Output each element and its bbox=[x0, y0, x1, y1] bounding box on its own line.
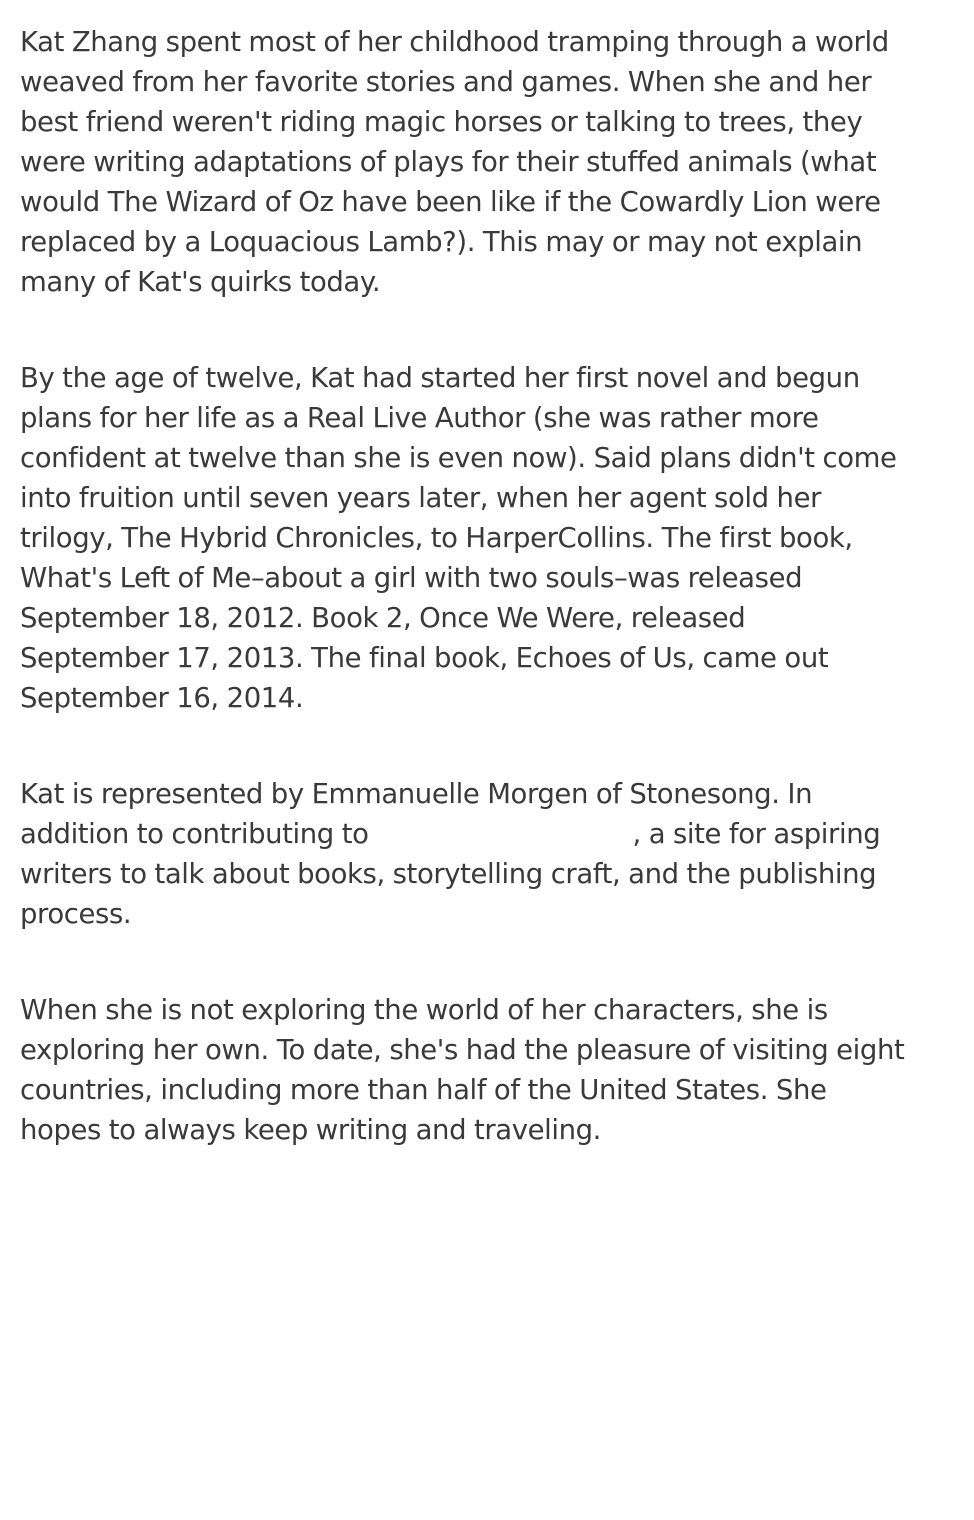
text-line: replaced by a Loquacious Lamb?). This may or may not explain bbox=[20, 226, 863, 258]
text-line: hopes to always keep writing and traveling. bbox=[20, 1114, 602, 1146]
text-line: plans for her life as a Real Live Author (she was rather more bbox=[20, 402, 819, 434]
bio-paragraph-travel bbox=[20, 990, 950, 1150]
text-line: weaved from her favorite stories and games. When she and her bbox=[20, 66, 872, 98]
text-line: When she is not exploring the world of her characters, she is bbox=[20, 994, 828, 1026]
text-line: countries, including more than half of the United States. She bbox=[20, 1074, 827, 1106]
text-line: Kat Zhang spent most of her childhood tramping through a world bbox=[20, 26, 889, 58]
bio-paragraph-career bbox=[20, 358, 950, 718]
text-line: September 18, 2012. Book 2, Once We Were, released bbox=[20, 602, 746, 634]
text-line: would The Wizard of Oz have been like if the Cowardly Lion were bbox=[20, 186, 881, 218]
bio-paragraph-representation bbox=[20, 774, 950, 934]
text-line: trilogy, The Hybrid Chronicles, to HarperCollins. The first book, bbox=[20, 522, 853, 554]
text-line: Kat is represented by Emmanuelle Morgen of Stonesong. In bbox=[20, 778, 813, 810]
text-line: many of Kat's quirks today. bbox=[20, 266, 381, 298]
author-bio bbox=[20, 22, 950, 1206]
text-line: were writing adaptations of plays for their stuffed animals (what bbox=[20, 146, 877, 178]
text-fragment: addition to contributing to bbox=[20, 818, 369, 850]
text-line: By the age of twelve, Kat had started her first novel and begun bbox=[20, 362, 860, 394]
text-line: best friend weren't riding magic horses or talking to trees, they bbox=[20, 106, 863, 138]
text-line: into fruition until seven years later, when her agent sold her bbox=[20, 482, 822, 514]
bio-paragraph-childhood bbox=[20, 22, 950, 302]
text-fragment: , a site for aspiring bbox=[632, 818, 881, 850]
text-line: September 17, 2013. The final book, Echoes of Us, came out bbox=[20, 642, 829, 674]
text-line: September 16, 2014. bbox=[20, 682, 304, 714]
hidden-site-link[interactable] bbox=[369, 842, 633, 843]
text-line: process. bbox=[20, 898, 132, 930]
text-line: writers to talk about books, storytelling craft, and the publishing bbox=[20, 858, 877, 890]
text-line: exploring her own. To date, she's had the pleasure of visiting eight bbox=[20, 1034, 905, 1066]
text-line bbox=[20, 814, 950, 854]
text-line: What's Left of Me–about a girl with two souls–was released bbox=[20, 562, 803, 594]
text-line: confident at twelve than she is even now). Said plans didn't come bbox=[20, 442, 897, 474]
